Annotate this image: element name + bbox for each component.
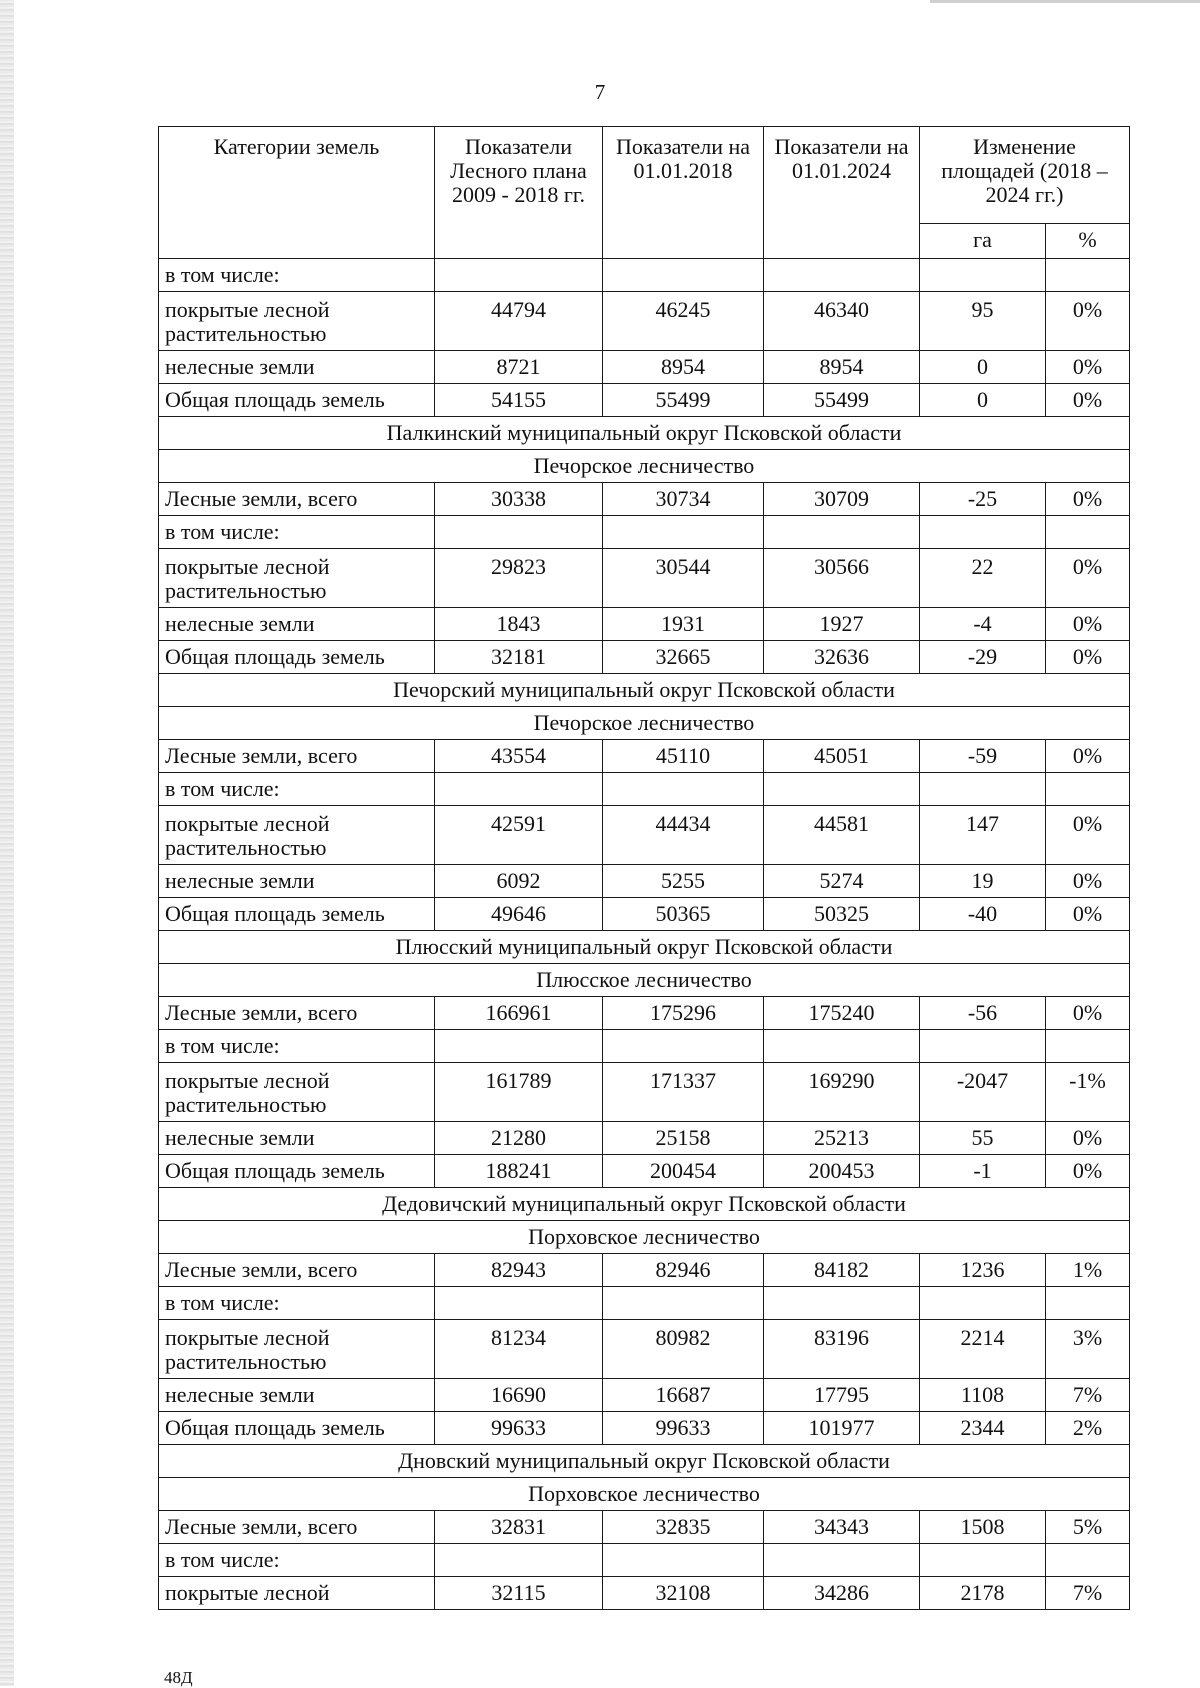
header-ha: га	[920, 224, 1046, 259]
table-row	[159, 1122, 1130, 1155]
cell-change-ha: -56	[920, 997, 1046, 1030]
cell-y2018: 30734	[603, 483, 764, 516]
cell-y2018: 1931	[603, 608, 764, 641]
cell-plan: 16690	[435, 1379, 603, 1412]
cell-y2018: 32835	[603, 1511, 764, 1544]
cell-y2018: 171337	[603, 1063, 764, 1122]
row-label: в том числе:	[159, 1030, 435, 1063]
cell-y2024: 30709	[764, 483, 920, 516]
cell-y2024	[764, 516, 920, 549]
section-row	[159, 931, 1130, 964]
cell-change-pct: 0%	[1046, 865, 1130, 898]
cell-change-pct: 3%	[1046, 1320, 1130, 1379]
section-title: Порховское лесничество	[159, 1221, 1130, 1254]
table-row	[159, 1254, 1130, 1287]
cell-change-pct: 0%	[1046, 740, 1130, 773]
cell-plan	[435, 1287, 603, 1320]
section-row	[159, 674, 1130, 707]
section-title: Печорское лесничество	[159, 707, 1130, 740]
cell-change-ha: -29	[920, 641, 1046, 674]
cell-change-pct: 0%	[1046, 898, 1130, 931]
cell-plan: 32181	[435, 641, 603, 674]
section-title: Плюсское лесничество	[159, 964, 1130, 997]
table-row	[159, 292, 1130, 351]
cell-y2018	[603, 1544, 764, 1577]
cell-change-pct: 7%	[1046, 1577, 1130, 1610]
cell-change-pct: 5%	[1046, 1511, 1130, 1544]
cell-change-pct	[1046, 1544, 1130, 1577]
cell-y2024: 101977	[764, 1412, 920, 1445]
cell-change-ha: -4	[920, 608, 1046, 641]
cell-change-pct: 0%	[1046, 806, 1130, 865]
table-row	[159, 351, 1130, 384]
row-label: покрытые лесной растительностью	[159, 806, 435, 865]
row-label: нелесные земли	[159, 608, 435, 641]
header-change: Изменение площадей (2018 – 2024 гг.)	[920, 127, 1130, 224]
cell-change-ha: 95	[920, 292, 1046, 351]
row-label: Общая площадь земель	[159, 641, 435, 674]
land-category-table-wrapper	[158, 126, 1130, 1610]
cell-plan: 82943	[435, 1254, 603, 1287]
table-row	[159, 1412, 1130, 1445]
cell-change-ha: 2344	[920, 1412, 1046, 1445]
cell-y2024: 30566	[764, 549, 920, 608]
page-number: 7	[594, 80, 606, 104]
cell-change-ha: 55	[920, 1122, 1046, 1155]
cell-y2018: 5255	[603, 865, 764, 898]
section-row	[159, 1445, 1130, 1478]
row-label: покрытые лесной растительностью	[159, 1320, 435, 1379]
cell-y2024: 17795	[764, 1379, 920, 1412]
cell-y2018	[603, 259, 764, 292]
header-plan: Показатели Лесного плана 2009 - 2018 гг.	[435, 127, 603, 259]
table-row	[159, 608, 1130, 641]
cell-change-ha: 0	[920, 384, 1046, 417]
section-title: Плюсский муниципальный округ Псковской области	[159, 931, 1130, 964]
table-row	[159, 549, 1130, 608]
section-title: Дедовичский муниципальный округ Псковской области	[159, 1188, 1130, 1221]
cell-y2018: 44434	[603, 806, 764, 865]
row-label: в том числе:	[159, 773, 435, 806]
section-row	[159, 450, 1130, 483]
cell-y2024: 45051	[764, 740, 920, 773]
section-row	[159, 1478, 1130, 1511]
cell-change-ha: 1508	[920, 1511, 1046, 1544]
cell-change-ha: 2178	[920, 1577, 1046, 1610]
table-body	[159, 259, 1130, 1610]
cell-change-ha	[920, 1287, 1046, 1320]
section-title: Печорский муниципальный округ Псковской области	[159, 674, 1130, 707]
cell-change-pct: 0%	[1046, 483, 1130, 516]
row-label: Общая площадь земель	[159, 1155, 435, 1188]
cell-change-ha	[920, 516, 1046, 549]
cell-change-pct: 0%	[1046, 549, 1130, 608]
cell-change-pct	[1046, 1287, 1130, 1320]
land-category-table	[158, 126, 1130, 1610]
cell-change-pct	[1046, 516, 1130, 549]
row-label: нелесные земли	[159, 351, 435, 384]
cell-plan: 81234	[435, 1320, 603, 1379]
row-label: нелесные земли	[159, 1379, 435, 1412]
cell-change-ha	[920, 1544, 1046, 1577]
row-label: в том числе:	[159, 516, 435, 549]
cell-plan: 161789	[435, 1063, 603, 1122]
cell-y2018: 200454	[603, 1155, 764, 1188]
row-label: покрытые лесной растительностью	[159, 549, 435, 608]
cell-change-pct: 0%	[1046, 1122, 1130, 1155]
cell-y2018	[603, 773, 764, 806]
cell-change-pct: 0%	[1046, 384, 1130, 417]
section-row	[159, 417, 1130, 450]
cell-plan: 54155	[435, 384, 603, 417]
cell-plan: 32831	[435, 1511, 603, 1544]
cell-plan: 1843	[435, 608, 603, 641]
row-label: в том числе:	[159, 259, 435, 292]
row-label: в том числе:	[159, 1287, 435, 1320]
cell-y2024: 169290	[764, 1063, 920, 1122]
cell-y2018: 45110	[603, 740, 764, 773]
row-label: покрытые лесной растительностью	[159, 292, 435, 351]
header-2018: Показатели на 01.01.2018	[603, 127, 764, 259]
table-row	[159, 1511, 1130, 1544]
cell-y2018: 82946	[603, 1254, 764, 1287]
cell-y2018: 80982	[603, 1320, 764, 1379]
table-row	[159, 641, 1130, 674]
cell-plan: 44794	[435, 292, 603, 351]
header-pct: %	[1046, 224, 1130, 259]
cell-change-ha: 2214	[920, 1320, 1046, 1379]
cell-y2024	[764, 1544, 920, 1577]
cell-y2018: 175296	[603, 997, 764, 1030]
cell-y2024: 5274	[764, 865, 920, 898]
table-row	[159, 997, 1130, 1030]
cell-plan: 166961	[435, 997, 603, 1030]
cell-change-ha: 1236	[920, 1254, 1046, 1287]
table-row	[159, 898, 1130, 931]
cell-y2018: 32108	[603, 1577, 764, 1610]
cell-y2018: 8954	[603, 351, 764, 384]
table-row	[159, 1155, 1130, 1188]
cell-plan: 8721	[435, 351, 603, 384]
cell-y2018	[603, 1030, 764, 1063]
cell-y2024: 32636	[764, 641, 920, 674]
cell-y2024: 83196	[764, 1320, 920, 1379]
cell-change-ha: -2047	[920, 1063, 1046, 1122]
cell-plan: 99633	[435, 1412, 603, 1445]
cell-y2024: 34343	[764, 1511, 920, 1544]
cell-change-pct: 0%	[1046, 997, 1130, 1030]
row-label: Лесные земли, всего	[159, 1511, 435, 1544]
footer-code: 48Д	[164, 1668, 193, 1687]
cell-plan: 188241	[435, 1155, 603, 1188]
cell-change-ha	[920, 773, 1046, 806]
cell-plan: 49646	[435, 898, 603, 931]
cell-y2018: 99633	[603, 1412, 764, 1445]
header-category: Категории земель	[159, 127, 435, 259]
row-label: Лесные земли, всего	[159, 1254, 435, 1287]
cell-y2024: 55499	[764, 384, 920, 417]
cell-change-pct: 0%	[1046, 1155, 1130, 1188]
cell-y2024	[764, 773, 920, 806]
header-2024: Показатели на 01.01.2024	[764, 127, 920, 259]
table-row	[159, 740, 1130, 773]
cell-change-pct: 1%	[1046, 1254, 1130, 1287]
cell-change-pct	[1046, 1030, 1130, 1063]
cell-plan	[435, 1030, 603, 1063]
cell-plan	[435, 259, 603, 292]
section-row	[159, 707, 1130, 740]
row-label: нелесные земли	[159, 1122, 435, 1155]
cell-y2018: 46245	[603, 292, 764, 351]
section-row	[159, 1188, 1130, 1221]
table-row	[159, 483, 1130, 516]
cell-y2018: 32665	[603, 641, 764, 674]
table-header-row	[159, 127, 1130, 224]
cell-change-ha: 0	[920, 351, 1046, 384]
cell-plan: 29823	[435, 549, 603, 608]
cell-change-pct	[1046, 773, 1130, 806]
section-title: Печорское лесничество	[159, 450, 1130, 483]
table-row	[159, 1577, 1130, 1610]
cell-y2024: 8954	[764, 351, 920, 384]
cell-y2024: 200453	[764, 1155, 920, 1188]
section-row	[159, 1221, 1130, 1254]
cell-plan: 30338	[435, 483, 603, 516]
cell-change-ha	[920, 1030, 1046, 1063]
table-row	[159, 259, 1130, 292]
cell-y2024: 84182	[764, 1254, 920, 1287]
cell-y2018: 50365	[603, 898, 764, 931]
cell-y2018: 30544	[603, 549, 764, 608]
cell-y2018: 25158	[603, 1122, 764, 1155]
table-row	[159, 384, 1130, 417]
cell-change-pct: 0%	[1046, 641, 1130, 674]
table-row	[159, 1320, 1130, 1379]
cell-y2018: 16687	[603, 1379, 764, 1412]
cell-plan	[435, 1544, 603, 1577]
cell-y2024: 1927	[764, 608, 920, 641]
cell-change-pct: 0%	[1046, 292, 1130, 351]
cell-y2024: 50325	[764, 898, 920, 931]
section-title: Дновский муниципальный округ Псковской области	[159, 1445, 1130, 1478]
scan-top-edge	[930, 0, 1200, 3]
table-row	[159, 1287, 1130, 1320]
cell-change-ha: 147	[920, 806, 1046, 865]
row-label: Лесные земли, всего	[159, 483, 435, 516]
row-label: нелесные земли	[159, 865, 435, 898]
cell-plan	[435, 773, 603, 806]
cell-y2018	[603, 516, 764, 549]
section-title: Палкинский муниципальный округ Псковской области	[159, 417, 1130, 450]
cell-change-ha: -1	[920, 1155, 1046, 1188]
cell-change-ha: 1108	[920, 1379, 1046, 1412]
table-row	[159, 1063, 1130, 1122]
cell-change-pct: 0%	[1046, 608, 1130, 641]
table-row	[159, 516, 1130, 549]
row-label: Общая площадь земель	[159, 1412, 435, 1445]
row-label: в том числе:	[159, 1544, 435, 1577]
cell-change-pct: 0%	[1046, 351, 1130, 384]
table-row	[159, 1379, 1130, 1412]
table-row	[159, 773, 1130, 806]
row-label: Общая площадь земель	[159, 898, 435, 931]
cell-y2024: 44581	[764, 806, 920, 865]
cell-change-ha: 22	[920, 549, 1046, 608]
cell-y2024	[764, 1030, 920, 1063]
cell-y2024: 25213	[764, 1122, 920, 1155]
cell-y2024	[764, 259, 920, 292]
table-row	[159, 1544, 1130, 1577]
section-title: Порховское лесничество	[159, 1478, 1130, 1511]
cell-plan: 6092	[435, 865, 603, 898]
row-label: Лесные земли, всего	[159, 740, 435, 773]
cell-y2018: 55499	[603, 384, 764, 417]
cell-y2024: 175240	[764, 997, 920, 1030]
row-label: Общая площадь земель	[159, 384, 435, 417]
cell-change-ha: -59	[920, 740, 1046, 773]
cell-change-pct: -1%	[1046, 1063, 1130, 1122]
cell-y2024	[764, 1287, 920, 1320]
cell-change-ha: -40	[920, 898, 1046, 931]
section-row	[159, 964, 1130, 997]
cell-y2024: 34286	[764, 1577, 920, 1610]
cell-plan	[435, 516, 603, 549]
cell-change-pct: 2%	[1046, 1412, 1130, 1445]
row-label: Лесные земли, всего	[159, 997, 435, 1030]
table-row	[159, 865, 1130, 898]
cell-plan: 43554	[435, 740, 603, 773]
table-row	[159, 806, 1130, 865]
cell-plan: 21280	[435, 1122, 603, 1155]
cell-y2018	[603, 1287, 764, 1320]
cell-change-ha: -25	[920, 483, 1046, 516]
cell-change-ha: 19	[920, 865, 1046, 898]
table-row	[159, 1030, 1130, 1063]
scan-left-edge	[0, 0, 14, 1686]
row-label: покрытые лесной растительностью	[159, 1063, 435, 1122]
cell-change-ha	[920, 259, 1046, 292]
row-label: покрытые лесной	[159, 1577, 435, 1610]
cell-plan: 42591	[435, 806, 603, 865]
cell-change-pct	[1046, 259, 1130, 292]
cell-change-pct: 7%	[1046, 1379, 1130, 1412]
cell-plan: 32115	[435, 1577, 603, 1610]
cell-y2024: 46340	[764, 292, 920, 351]
